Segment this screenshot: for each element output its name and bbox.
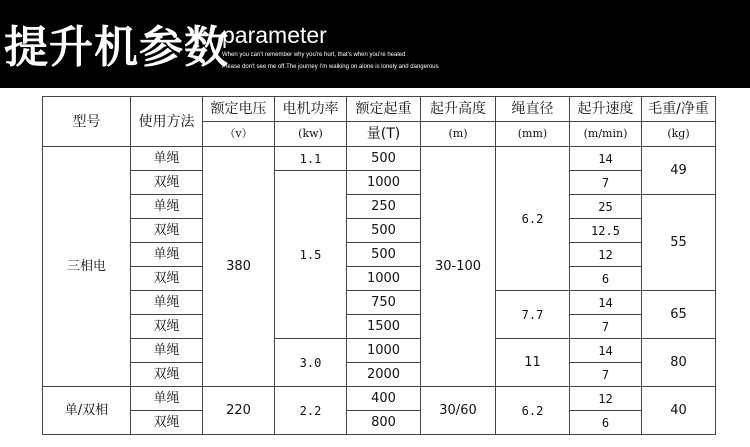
cell-method: 单绳: [131, 147, 203, 171]
cell-speed: 6: [570, 267, 642, 291]
header-rope-unit: (mm): [496, 122, 570, 147]
cell-method: 双绳: [131, 315, 203, 339]
cell-method: 双绳: [131, 219, 203, 243]
weight-80: 80: [642, 339, 716, 387]
voltage-single-double: 220: [203, 387, 275, 435]
cell-method: 单绳: [131, 387, 203, 411]
power-3-0: 3.0: [275, 339, 347, 387]
cell-load: 1500: [347, 315, 421, 339]
banner-tagline-2: Please don't see me off.The journey I'm walking on alone is lonely and dangerous: [222, 64, 439, 70]
model-single-double: 单/双相: [43, 387, 131, 435]
cell-speed: 6: [570, 411, 642, 435]
table-row: [43, 387, 716, 411]
cell-load: 1000: [347, 171, 421, 195]
cell-method: 单绳: [131, 243, 203, 267]
rope-6-2: 6.2: [496, 147, 570, 291]
cell-speed: 7: [570, 171, 642, 195]
power-1-5: 1.5: [275, 171, 347, 339]
table-row: [43, 147, 716, 171]
cell-load: 400: [347, 387, 421, 411]
weight-55: 55: [642, 195, 716, 291]
cell-speed: 14: [570, 339, 642, 363]
header-voltage: 额定电压: [203, 97, 275, 122]
power-2-2: 2.2: [275, 387, 347, 435]
header-height-unit: (m): [421, 122, 496, 147]
weight-65: 65: [642, 291, 716, 339]
header-banner: [0, 0, 750, 88]
cell-load: 500: [347, 243, 421, 267]
voltage-three-phase: 380: [203, 147, 275, 387]
cell-method: 单绳: [131, 195, 203, 219]
height-three-phase: 30-100: [421, 147, 496, 387]
header-voltage-unit: （v）: [203, 122, 275, 147]
rope-7-7: 7.7: [496, 291, 570, 339]
header-row: [43, 97, 716, 122]
cell-method: 双绳: [131, 363, 203, 387]
banner-tagline-1: When you can't remember why you're hurt, that's when you're healed: [222, 52, 406, 58]
cell-speed: 12: [570, 243, 642, 267]
weight-40: 40: [642, 387, 716, 435]
header-method: 使用方法: [131, 97, 203, 147]
table-row: [43, 411, 716, 435]
header-load: 额定起重: [347, 97, 421, 122]
table-row: [43, 171, 716, 195]
header-height: 起升高度: [421, 97, 496, 122]
weight-49: 49: [642, 147, 716, 195]
cell-speed: 12: [570, 387, 642, 411]
cell-load: 750: [347, 291, 421, 315]
height-single-double: 30/60: [421, 387, 496, 435]
cell-speed: 7: [570, 363, 642, 387]
cell-speed: 25: [570, 195, 642, 219]
cell-load: 500: [347, 219, 421, 243]
header-load-unit: 量(T): [347, 122, 421, 147]
page-title: 提升机参数: [4, 22, 229, 73]
header-weight-unit: (kg): [642, 122, 716, 147]
header-model: 型号: [43, 97, 131, 147]
cell-method: 双绳: [131, 171, 203, 195]
model-three-phase: 三相电: [43, 147, 131, 387]
table-row: [43, 339, 716, 363]
cell-speed: 12.5: [570, 219, 642, 243]
table-row: [43, 363, 716, 387]
header-speed: 起升速度: [570, 97, 642, 122]
cell-speed: 7: [570, 315, 642, 339]
cell-load: 500: [347, 147, 421, 171]
header-rope: 绳直径: [496, 97, 570, 122]
cell-load: 2000: [347, 363, 421, 387]
cell-method: 双绳: [131, 267, 203, 291]
rope-11: 11: [496, 339, 570, 387]
table-row: [43, 315, 716, 339]
cell-speed: 14: [570, 291, 642, 315]
cell-method: 单绳: [131, 339, 203, 363]
cell-method: 双绳: [131, 411, 203, 435]
cell-speed: 14: [570, 147, 642, 171]
table-row: [43, 267, 716, 291]
cell-load: 250: [347, 195, 421, 219]
header-power-unit: (kw): [275, 122, 347, 147]
cell-load: 800: [347, 411, 421, 435]
cell-load: 1000: [347, 267, 421, 291]
header-power: 电机功率: [275, 97, 347, 122]
banner-subtitle: parameter: [222, 22, 327, 48]
table-row: [43, 291, 716, 315]
cell-method: 单绳: [131, 291, 203, 315]
power-1-1: 1.1: [275, 147, 347, 171]
table-row: [43, 243, 716, 267]
table-row: [43, 219, 716, 243]
rope-6-2-single: 6.2: [496, 387, 570, 435]
parameter-table: [42, 96, 716, 435]
table-row: [43, 195, 716, 219]
header-speed-unit: (m/min): [570, 122, 642, 147]
cell-load: 1000: [347, 339, 421, 363]
header-weight: 毛重/净重: [642, 97, 716, 122]
